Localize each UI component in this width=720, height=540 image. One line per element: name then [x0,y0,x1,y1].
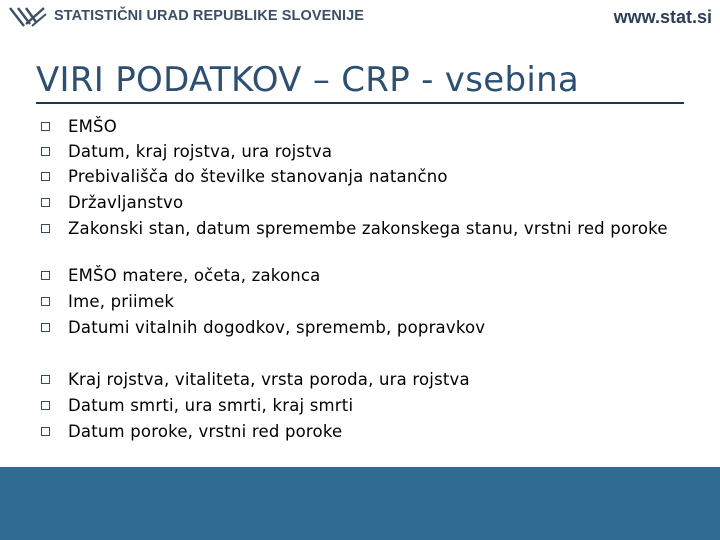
square-bullet-icon [41,147,50,156]
square-bullet-icon [41,375,50,384]
bullet-text: EMŠO matere, očeta, zakonca [68,266,321,285]
square-bullet-icon [41,172,50,181]
square-bullet-icon [41,271,50,280]
square-bullet-icon [41,297,50,306]
organization-name: STATISTIČNI URAD REPUBLIKE SLOVENIJE [54,8,365,24]
bullet-text: Kraj rojstva, vitaliteta, vrsta poroda, ura rojstva [68,370,470,389]
square-bullet-icon [41,198,50,207]
bullet-text: Zakonski stan, datum spremembe zakonskega stanu, vrstni red poroke [68,219,668,238]
bullet-text: Ime, priimek [68,292,175,311]
square-bullet-icon [41,427,50,436]
website-url: www.stat.si [613,7,712,27]
footer-bar [0,467,720,540]
slide-header [0,0,720,40]
slide-title: VIRI PODATKOV – CRP - vsebina [36,60,580,100]
square-bullet-icon [41,401,50,410]
title-underline [36,102,684,104]
bullet-text: Državljanstvo [68,193,184,212]
bullet-text: Datum, kraj rojstva, ura rojstva [68,142,333,161]
statistical-office-logo-icon [6,2,48,32]
square-bullet-icon [41,224,50,233]
bullet-text: Datum smrti, ura smrti, kraj smrti [68,396,354,415]
bullet-text: EMŠO [68,117,117,136]
bullet-text: Prebivališča do številke stanovanja natančno [68,167,448,186]
square-bullet-icon [41,323,50,332]
bullet-text: Datum poroke, vrstni red poroke [68,422,343,441]
bullet-text: Datumi vitalnih dogodkov, sprememb, popravkov [68,318,486,337]
square-bullet-icon [41,122,50,131]
